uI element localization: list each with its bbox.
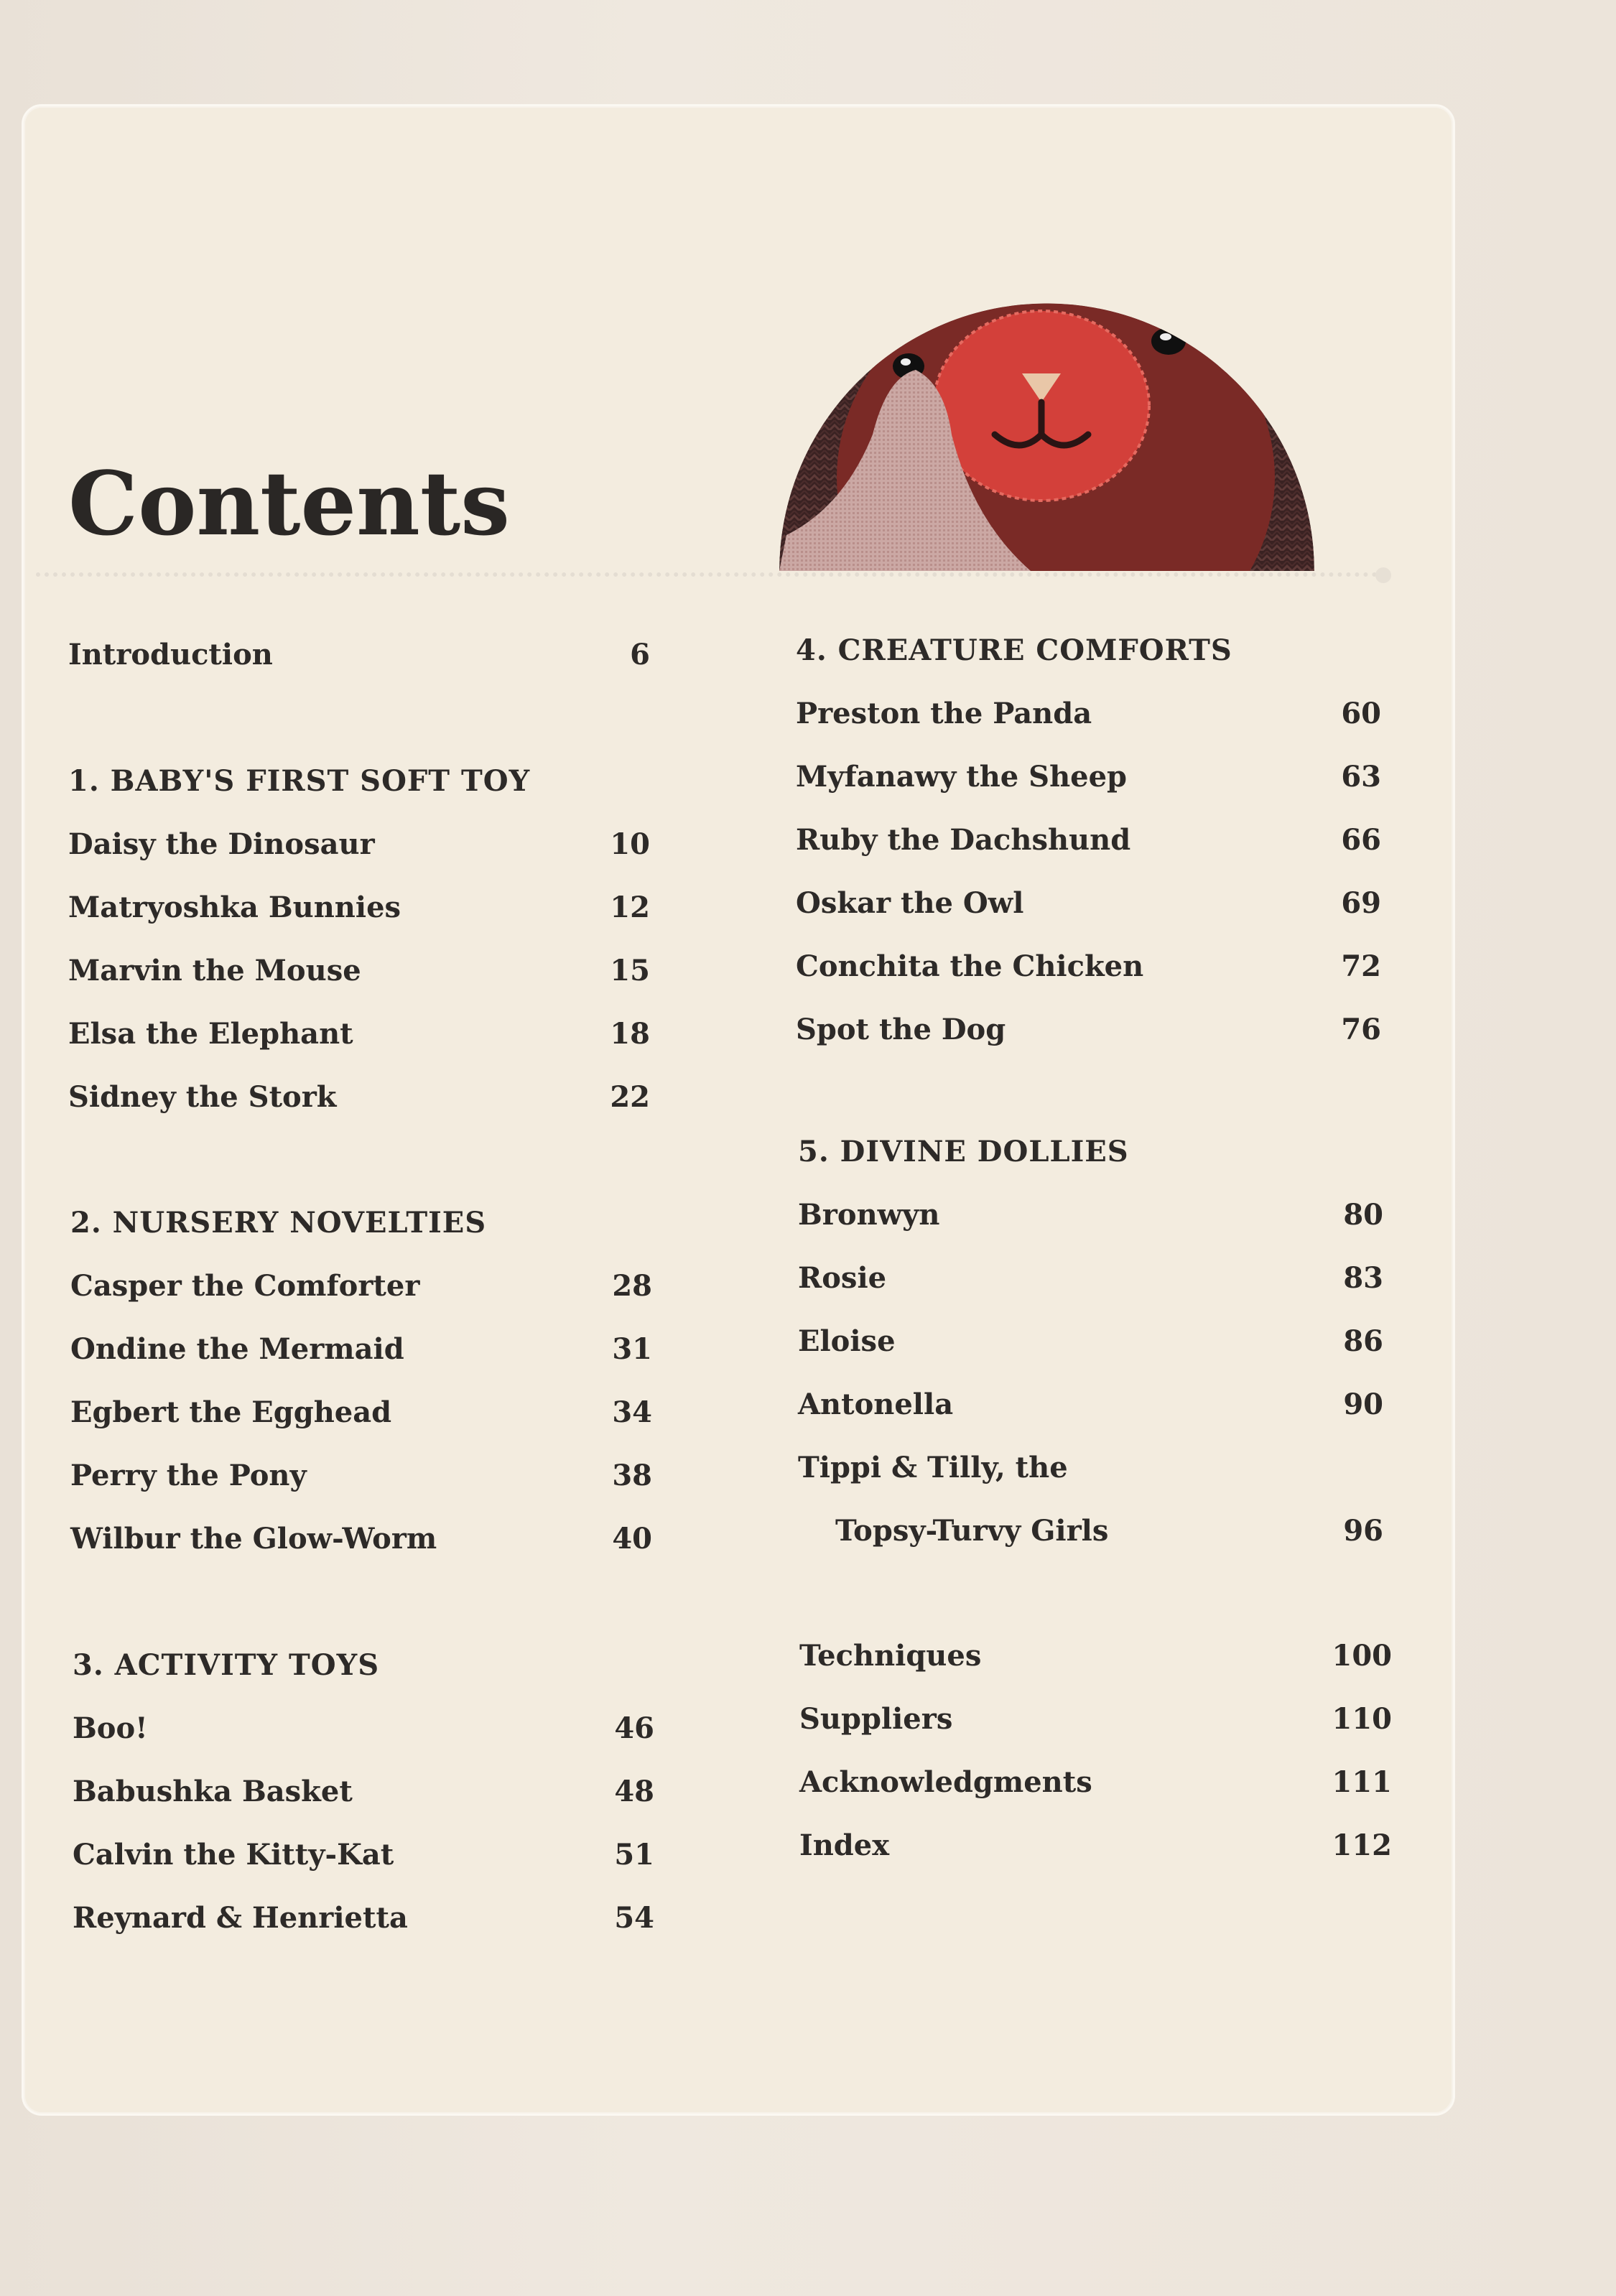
toc-entry[interactable] [796,760,1381,803]
page-title: Contents [68,452,510,555]
section-heading-label: 3. ACTIVITY TOYS [73,1648,380,1682]
toc-entry-page-number: 96 [1343,1514,1383,1548]
section-heading-label: 2. NURSERY NOVELTIES [70,1206,487,1240]
toc-entry[interactable] [70,1522,652,1565]
toc-entry-introduction[interactable] [68,638,650,681]
toc-entry-label: Marvin the Mouse [68,954,361,987]
toc-entry-label: Index [799,1828,890,1862]
section-heading-label: 1. BABY'S FIRST SOFT TOY [68,764,531,798]
toc-entry-label: Babushka Basket [73,1775,353,1808]
toc-entry[interactable] [70,1395,652,1439]
toc-entry-page-number: 63 [1341,760,1381,794]
bear-face-illustration [779,219,1314,571]
toc-entry-page-number: 76 [1341,1013,1381,1046]
toc-entry-label: Acknowledgments [799,1765,1092,1799]
toc-entry-page-number: 54 [614,1901,654,1935]
toc-entry-page-number: 66 [1341,823,1381,857]
toc-entry[interactable] [68,1080,650,1123]
toc-entry[interactable] [68,1017,650,1060]
toc-entry[interactable] [796,823,1381,866]
toc-entry-label: Myfanawy the Sheep [796,760,1128,794]
section-heading [796,633,1381,677]
toc-entry-label: Preston the Panda [796,697,1092,730]
toc-entry-label: Conchita the Chicken [796,949,1144,983]
toc-entry-label: Daisy the Dinosaur [68,827,375,861]
toc-entry-label: Reynard & Henrietta [73,1901,408,1935]
toc-entry-page-number: 100 [1332,1639,1392,1673]
toc-entry-page-number: 110 [1332,1702,1392,1736]
toc-entry-label: Introduction [68,638,273,671]
toc-entry[interactable] [68,827,650,870]
toc-entry[interactable] [70,1332,652,1375]
toc-entry-label: Oskar the Owl [796,886,1024,920]
toc-entry-page-number: 90 [1343,1388,1383,1421]
toc-entry-page-number: 51 [614,1838,654,1872]
section-heading-label: 4. CREATURE COMFORTS [796,633,1232,667]
toc-entry-page-number: 22 [610,1080,650,1114]
toc-entry[interactable] [73,1711,654,1754]
toc-entry-label: Wilbur the Glow-Worm [70,1522,437,1556]
toc-entry-page-number: 69 [1341,886,1381,920]
toc-entry[interactable] [73,1838,654,1881]
toc-entry-back-matter[interactable] [799,1828,1392,1872]
toc-entry-page-number: 38 [612,1459,652,1492]
toc-entry-label: Antonella [798,1388,954,1421]
toc-entry-label: Ruby the Dachshund [796,823,1131,857]
toc-entry-label: Ondine the Mermaid [70,1332,404,1366]
toc-entry[interactable] [798,1388,1383,1431]
toc-entry-page-number: 86 [1343,1324,1383,1358]
toc-entry[interactable] [798,1451,1383,1494]
toc-entry[interactable] [798,1261,1383,1304]
toc-entry-back-matter[interactable] [799,1765,1392,1808]
toc-entry-page-number: 10 [610,827,650,861]
toc-entry[interactable] [70,1459,652,1502]
section-heading [70,1206,652,1249]
toc-entry-page-number: 31 [612,1332,652,1366]
toc-entry-label: Matryoshka Bunnies [68,891,401,924]
toc-entry[interactable] [70,1269,652,1312]
toc-entry-label: Spot the Dog [796,1013,1006,1046]
toc-entry-label: Tippi & Tilly, the [798,1451,1068,1484]
toc-entry-label: Techniques [799,1639,982,1673]
toc-entry[interactable] [796,886,1381,929]
section-heading [73,1648,654,1691]
toc-entry-page-number: 48 [614,1775,654,1808]
toc-entry-label: Perry the Pony [70,1459,307,1492]
toc-entry[interactable] [796,949,1381,993]
toc-entry-page-number: 46 [614,1711,654,1745]
toc-entry[interactable] [798,1514,1383,1557]
toc-entry-page-number: 6 [630,638,650,671]
toc-entry[interactable] [73,1901,654,1944]
section-heading-label: 5. DIVINE DOLLIES [798,1135,1129,1168]
toc-entry-label: Topsy-Turvy Girls [835,1514,1109,1548]
toc-entry-label: Suppliers [799,1702,953,1736]
toc-entry-label: Calvin the Kitty-Kat [73,1838,394,1872]
toc-entry-label: Rosie [798,1261,887,1295]
toc-entry[interactable] [68,954,650,997]
divider-end-dot [1375,567,1391,583]
toc-entry[interactable] [798,1324,1383,1367]
toc-entry-page-number: 112 [1332,1828,1392,1862]
toc-entry-label: Casper the Comforter [70,1269,420,1303]
toc-entry[interactable] [796,697,1381,740]
toc-entry-label: Boo! [73,1711,148,1745]
toc-entry[interactable] [798,1198,1383,1241]
toc-entry-page-number: 12 [610,891,650,924]
section-heading [798,1135,1383,1178]
toc-entry-label: Sidney the Stork [68,1080,337,1114]
toc-entry-page-number: 60 [1341,697,1381,730]
toc-entry-page-number: 83 [1343,1261,1383,1295]
toc-entry-page-number: 80 [1343,1198,1383,1232]
toc-entry-page-number: 34 [612,1395,652,1429]
toc-entry[interactable] [73,1775,654,1818]
dotted-divider [36,572,1386,577]
toc-entry[interactable] [796,1013,1381,1056]
toc-entry-page-number: 111 [1332,1765,1392,1799]
toc-entry[interactable] [68,891,650,934]
toc-entry-page-number: 28 [612,1269,652,1303]
toc-entry-back-matter[interactable] [799,1639,1392,1682]
toc-entry-page-number: 40 [612,1522,652,1556]
toc-entry-label: Eloise [798,1324,896,1358]
toc-entry-page-number: 15 [610,954,650,987]
section-heading [68,764,650,807]
toc-entry-back-matter[interactable] [799,1702,1392,1745]
toc-entry-label: Elsa the Elephant [68,1017,353,1051]
toc-entry-label: Bronwyn [798,1198,940,1232]
toc-entry-page-number: 18 [610,1017,650,1051]
toc-entry-label: Egbert the Egghead [70,1395,392,1429]
toc-entry-page-number: 72 [1341,949,1381,983]
